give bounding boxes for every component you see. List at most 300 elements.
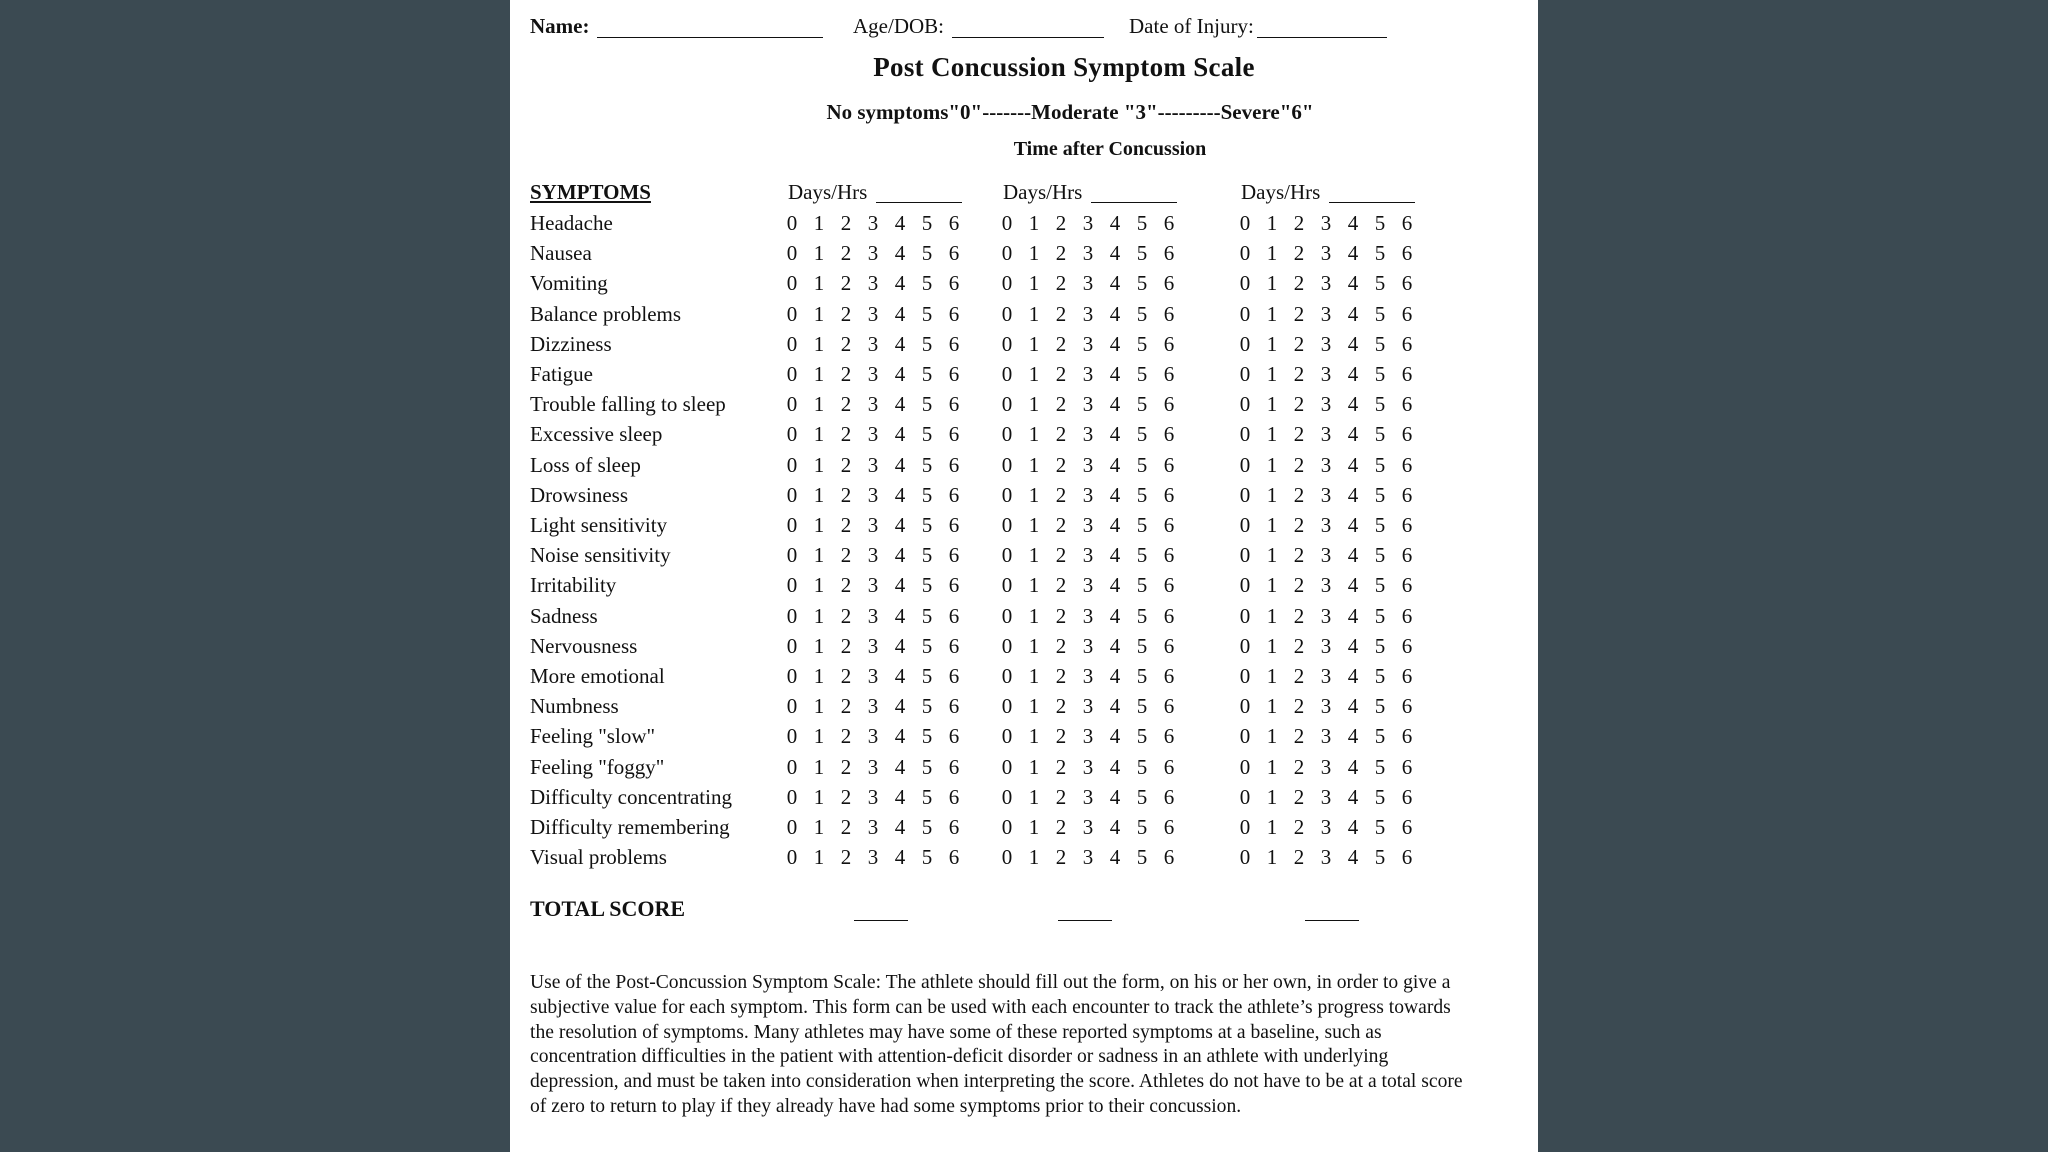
score-option[interactable]: 6 <box>1163 362 1175 386</box>
score-option[interactable]: 1 <box>1028 271 1040 295</box>
score-option[interactable]: 4 <box>1109 815 1121 839</box>
score-option[interactable]: 6 <box>1163 453 1175 477</box>
score-option[interactable]: 4 <box>1109 845 1121 869</box>
score-option[interactable]: 1 <box>1028 483 1040 507</box>
score-option[interactable]: 4 <box>894 271 906 295</box>
score-option[interactable]: 3 <box>1082 302 1094 326</box>
score-option[interactable]: 5 <box>1374 815 1386 839</box>
score-option[interactable]: 2 <box>840 332 852 356</box>
score-option[interactable]: 5 <box>921 543 933 567</box>
score-option[interactable]: 4 <box>1109 483 1121 507</box>
score-option[interactable]: 5 <box>1374 785 1386 809</box>
score-option[interactable]: 6 <box>1163 392 1175 416</box>
score-option[interactable]: 6 <box>1401 302 1413 326</box>
score-option[interactable]: 6 <box>1401 543 1413 567</box>
score-option[interactable]: 5 <box>1374 543 1386 567</box>
score-option[interactable]: 2 <box>1055 271 1067 295</box>
score-option[interactable]: 6 <box>1401 211 1413 235</box>
score-option[interactable]: 0 <box>1239 241 1251 265</box>
score-option[interactable]: 3 <box>1320 634 1332 658</box>
score-option[interactable]: 2 <box>1293 271 1305 295</box>
score-option[interactable]: 0 <box>1001 271 1013 295</box>
score-option[interactable]: 4 <box>894 815 906 839</box>
score-option[interactable]: 1 <box>1028 755 1040 779</box>
score-option[interactable]: 0 <box>1239 785 1251 809</box>
score-option[interactable]: 5 <box>1374 302 1386 326</box>
score-option[interactable]: 0 <box>786 694 798 718</box>
score-option[interactable]: 0 <box>1001 422 1013 446</box>
score-option[interactable]: 4 <box>1347 755 1359 779</box>
score-option[interactable]: 0 <box>786 453 798 477</box>
score-option[interactable]: 4 <box>1109 211 1121 235</box>
score-option[interactable]: 4 <box>1109 241 1121 265</box>
score-option[interactable]: 1 <box>813 815 825 839</box>
score-option[interactable]: 3 <box>1320 483 1332 507</box>
score-option[interactable]: 6 <box>1401 422 1413 446</box>
score-option[interactable]: 4 <box>1109 755 1121 779</box>
score-option[interactable]: 4 <box>1347 573 1359 597</box>
score-option[interactable]: 2 <box>1055 694 1067 718</box>
score-option[interactable]: 0 <box>1001 724 1013 748</box>
score-option[interactable]: 5 <box>1136 483 1148 507</box>
score-option[interactable]: 2 <box>1293 513 1305 537</box>
score-option[interactable]: 0 <box>1239 815 1251 839</box>
score-option[interactable]: 0 <box>1001 664 1013 688</box>
score-option[interactable]: 3 <box>1320 453 1332 477</box>
score-option[interactable]: 6 <box>1401 241 1413 265</box>
score-option[interactable]: 6 <box>1401 815 1413 839</box>
score-option[interactable]: 5 <box>921 362 933 386</box>
score-option[interactable]: 6 <box>1401 483 1413 507</box>
score-option[interactable]: 6 <box>948 513 960 537</box>
score-option[interactable]: 0 <box>1239 694 1251 718</box>
score-option[interactable]: 5 <box>921 845 933 869</box>
score-option[interactable]: 6 <box>1401 332 1413 356</box>
score-option[interactable]: 1 <box>813 543 825 567</box>
score-option[interactable]: 4 <box>894 302 906 326</box>
score-option[interactable]: 5 <box>1374 483 1386 507</box>
score-option[interactable]: 3 <box>1082 845 1094 869</box>
score-option[interactable]: 1 <box>1028 724 1040 748</box>
score-option[interactable]: 4 <box>1109 664 1121 688</box>
score-option[interactable]: 0 <box>1001 302 1013 326</box>
score-option[interactable]: 4 <box>894 453 906 477</box>
score-option[interactable]: 3 <box>867 845 879 869</box>
age-dob-field[interactable] <box>952 37 1104 38</box>
score-option[interactable]: 5 <box>1374 362 1386 386</box>
score-option[interactable]: 6 <box>948 634 960 658</box>
score-option[interactable]: 0 <box>1001 573 1013 597</box>
score-option[interactable]: 6 <box>1163 634 1175 658</box>
score-option[interactable]: 4 <box>1109 362 1121 386</box>
date-of-injury-field[interactable] <box>1257 37 1387 38</box>
score-option[interactable]: 3 <box>1082 332 1094 356</box>
score-option[interactable]: 5 <box>921 724 933 748</box>
score-option[interactable]: 4 <box>1109 453 1121 477</box>
score-option[interactable]: 3 <box>1320 604 1332 628</box>
days-hrs-field-2[interactable] <box>1091 202 1177 203</box>
score-option[interactable]: 1 <box>1028 815 1040 839</box>
score-option[interactable]: 4 <box>1109 604 1121 628</box>
score-option[interactable]: 0 <box>786 241 798 265</box>
score-option[interactable]: 3 <box>1082 815 1094 839</box>
score-option[interactable]: 2 <box>840 302 852 326</box>
score-option[interactable]: 1 <box>813 422 825 446</box>
score-option[interactable]: 6 <box>1163 573 1175 597</box>
score-option[interactable]: 3 <box>1082 755 1094 779</box>
score-option[interactable]: 1 <box>1028 453 1040 477</box>
score-option[interactable]: 0 <box>1239 211 1251 235</box>
score-option[interactable]: 2 <box>1055 453 1067 477</box>
score-option[interactable]: 6 <box>948 573 960 597</box>
score-option[interactable]: 5 <box>1374 573 1386 597</box>
score-option[interactable]: 5 <box>1374 271 1386 295</box>
score-option[interactable]: 5 <box>1136 815 1148 839</box>
score-option[interactable]: 4 <box>894 543 906 567</box>
score-option[interactable]: 5 <box>921 694 933 718</box>
score-option[interactable]: 0 <box>786 815 798 839</box>
score-option[interactable]: 2 <box>840 453 852 477</box>
score-option[interactable]: 2 <box>1055 845 1067 869</box>
score-option[interactable]: 2 <box>840 755 852 779</box>
score-option[interactable]: 4 <box>894 755 906 779</box>
score-option[interactable]: 2 <box>1293 392 1305 416</box>
score-option[interactable]: 3 <box>867 634 879 658</box>
score-option[interactable]: 6 <box>1401 573 1413 597</box>
score-option[interactable]: 4 <box>1347 694 1359 718</box>
score-option[interactable]: 4 <box>1347 332 1359 356</box>
score-option[interactable]: 6 <box>1401 453 1413 477</box>
score-option[interactable]: 1 <box>1266 664 1278 688</box>
score-option[interactable]: 1 <box>1028 241 1040 265</box>
score-option[interactable]: 1 <box>1028 332 1040 356</box>
score-option[interactable]: 3 <box>1320 392 1332 416</box>
score-option[interactable]: 3 <box>1320 694 1332 718</box>
score-option[interactable]: 5 <box>921 604 933 628</box>
score-option[interactable]: 6 <box>1163 694 1175 718</box>
score-option[interactable]: 2 <box>1293 241 1305 265</box>
score-option[interactable]: 1 <box>813 694 825 718</box>
score-option[interactable]: 6 <box>1163 785 1175 809</box>
score-option[interactable]: 6 <box>948 724 960 748</box>
score-option[interactable]: 3 <box>1082 271 1094 295</box>
score-option[interactable]: 6 <box>948 604 960 628</box>
score-option[interactable]: 0 <box>786 211 798 235</box>
score-option[interactable]: 2 <box>1055 302 1067 326</box>
score-option[interactable]: 2 <box>1055 724 1067 748</box>
score-option[interactable]: 6 <box>1401 664 1413 688</box>
score-option[interactable]: 3 <box>1082 543 1094 567</box>
score-option[interactable]: 2 <box>1293 332 1305 356</box>
score-option[interactable]: 3 <box>1320 755 1332 779</box>
score-option[interactable]: 0 <box>786 483 798 507</box>
score-option[interactable]: 1 <box>1266 332 1278 356</box>
score-option[interactable]: 2 <box>840 724 852 748</box>
score-option[interactable]: 4 <box>1347 362 1359 386</box>
score-option[interactable]: 6 <box>948 845 960 869</box>
score-option[interactable]: 5 <box>921 302 933 326</box>
score-option[interactable]: 3 <box>1082 694 1094 718</box>
score-option[interactable]: 3 <box>1082 453 1094 477</box>
score-option[interactable]: 1 <box>813 211 825 235</box>
score-option[interactable]: 6 <box>1163 241 1175 265</box>
score-option[interactable]: 3 <box>867 453 879 477</box>
score-option[interactable]: 0 <box>786 392 798 416</box>
score-option[interactable]: 1 <box>1266 845 1278 869</box>
score-option[interactable]: 3 <box>1082 362 1094 386</box>
score-option[interactable]: 0 <box>786 302 798 326</box>
score-option[interactable]: 3 <box>1320 815 1332 839</box>
score-option[interactable]: 1 <box>1266 634 1278 658</box>
score-option[interactable]: 6 <box>1163 211 1175 235</box>
score-option[interactable]: 3 <box>1320 332 1332 356</box>
score-option[interactable]: 2 <box>1293 483 1305 507</box>
score-option[interactable]: 5 <box>1136 634 1148 658</box>
score-option[interactable]: 6 <box>1401 785 1413 809</box>
score-option[interactable]: 2 <box>840 845 852 869</box>
score-option[interactable]: 3 <box>867 543 879 567</box>
score-option[interactable]: 6 <box>1401 724 1413 748</box>
score-option[interactable]: 2 <box>1293 604 1305 628</box>
score-option[interactable]: 3 <box>867 362 879 386</box>
score-option[interactable]: 2 <box>1055 543 1067 567</box>
score-option[interactable]: 5 <box>1136 845 1148 869</box>
score-option[interactable]: 0 <box>786 362 798 386</box>
score-option[interactable]: 6 <box>1163 422 1175 446</box>
score-option[interactable]: 2 <box>840 785 852 809</box>
score-option[interactable]: 0 <box>1239 392 1251 416</box>
score-option[interactable]: 1 <box>1266 755 1278 779</box>
score-option[interactable]: 6 <box>1163 483 1175 507</box>
score-option[interactable]: 1 <box>1028 845 1040 869</box>
score-option[interactable]: 4 <box>1347 845 1359 869</box>
score-option[interactable]: 3 <box>1320 845 1332 869</box>
score-option[interactable]: 6 <box>948 664 960 688</box>
score-option[interactable]: 2 <box>1293 573 1305 597</box>
score-option[interactable]: 2 <box>1293 845 1305 869</box>
score-option[interactable]: 1 <box>1266 513 1278 537</box>
score-option[interactable]: 3 <box>1320 664 1332 688</box>
score-option[interactable]: 5 <box>1136 332 1148 356</box>
score-option[interactable]: 0 <box>786 785 798 809</box>
score-option[interactable]: 2 <box>1055 241 1067 265</box>
score-option[interactable]: 4 <box>1109 513 1121 537</box>
score-option[interactable]: 2 <box>1055 815 1067 839</box>
score-option[interactable]: 1 <box>813 241 825 265</box>
score-option[interactable]: 4 <box>1347 241 1359 265</box>
score-option[interactable]: 0 <box>1001 241 1013 265</box>
score-option[interactable]: 0 <box>1239 302 1251 326</box>
score-option[interactable]: 6 <box>1401 845 1413 869</box>
score-option[interactable]: 5 <box>1136 271 1148 295</box>
score-option[interactable]: 5 <box>921 332 933 356</box>
score-option[interactable]: 5 <box>1136 453 1148 477</box>
score-option[interactable]: 5 <box>1136 785 1148 809</box>
score-option[interactable]: 3 <box>1082 664 1094 688</box>
score-option[interactable]: 3 <box>1082 241 1094 265</box>
score-option[interactable]: 2 <box>1055 785 1067 809</box>
score-option[interactable]: 5 <box>1374 604 1386 628</box>
score-option[interactable]: 5 <box>1136 362 1148 386</box>
score-option[interactable]: 5 <box>1374 513 1386 537</box>
score-option[interactable]: 3 <box>867 332 879 356</box>
name-field[interactable] <box>597 37 823 38</box>
score-option[interactable]: 0 <box>1001 694 1013 718</box>
score-option[interactable]: 5 <box>1136 513 1148 537</box>
score-option[interactable]: 0 <box>786 634 798 658</box>
score-option[interactable]: 0 <box>1001 211 1013 235</box>
score-option[interactable]: 4 <box>894 724 906 748</box>
score-option[interactable]: 4 <box>1347 422 1359 446</box>
score-option[interactable]: 4 <box>1109 634 1121 658</box>
score-option[interactable]: 2 <box>1055 573 1067 597</box>
score-option[interactable]: 3 <box>1320 271 1332 295</box>
score-option[interactable]: 0 <box>786 573 798 597</box>
score-option[interactable]: 5 <box>1374 724 1386 748</box>
score-option[interactable]: 5 <box>921 241 933 265</box>
score-option[interactable]: 3 <box>1320 785 1332 809</box>
score-option[interactable]: 1 <box>1266 271 1278 295</box>
score-option[interactable]: 2 <box>1055 755 1067 779</box>
score-option[interactable]: 0 <box>786 664 798 688</box>
score-option[interactable]: 4 <box>894 845 906 869</box>
score-option[interactable]: 0 <box>1001 453 1013 477</box>
score-option[interactable]: 1 <box>1028 392 1040 416</box>
score-option[interactable]: 6 <box>1163 724 1175 748</box>
score-option[interactable]: 2 <box>1055 422 1067 446</box>
score-option[interactable]: 3 <box>1082 604 1094 628</box>
score-option[interactable]: 2 <box>1293 453 1305 477</box>
score-option[interactable]: 5 <box>1374 332 1386 356</box>
score-option[interactable]: 4 <box>894 211 906 235</box>
score-option[interactable]: 2 <box>840 271 852 295</box>
score-option[interactable]: 1 <box>1266 815 1278 839</box>
score-option[interactable]: 0 <box>1001 392 1013 416</box>
score-option[interactable]: 6 <box>1163 604 1175 628</box>
score-option[interactable]: 6 <box>948 362 960 386</box>
score-option[interactable]: 4 <box>894 422 906 446</box>
score-option[interactable]: 4 <box>1347 664 1359 688</box>
score-option[interactable]: 3 <box>867 573 879 597</box>
score-option[interactable]: 2 <box>1055 604 1067 628</box>
score-option[interactable]: 6 <box>1401 634 1413 658</box>
score-option[interactable]: 4 <box>1347 453 1359 477</box>
score-option[interactable]: 6 <box>948 785 960 809</box>
score-option[interactable]: 0 <box>786 604 798 628</box>
score-option[interactable]: 3 <box>867 271 879 295</box>
score-option[interactable]: 5 <box>1136 664 1148 688</box>
score-option[interactable]: 3 <box>1320 211 1332 235</box>
score-option[interactable]: 1 <box>1266 573 1278 597</box>
score-option[interactable]: 1 <box>813 332 825 356</box>
score-option[interactable]: 0 <box>1001 815 1013 839</box>
score-option[interactable]: 1 <box>1028 302 1040 326</box>
score-option[interactable]: 2 <box>840 483 852 507</box>
score-option[interactable]: 6 <box>948 241 960 265</box>
score-option[interactable]: 2 <box>1055 513 1067 537</box>
score-option[interactable]: 2 <box>840 543 852 567</box>
score-option[interactable]: 1 <box>1028 543 1040 567</box>
score-option[interactable]: 5 <box>1374 422 1386 446</box>
score-option[interactable]: 6 <box>1401 392 1413 416</box>
score-option[interactable]: 3 <box>1320 543 1332 567</box>
score-option[interactable]: 2 <box>1293 362 1305 386</box>
score-option[interactable]: 0 <box>1001 785 1013 809</box>
score-option[interactable]: 6 <box>1163 271 1175 295</box>
total-score-field-3[interactable] <box>1305 920 1359 921</box>
score-option[interactable]: 2 <box>840 241 852 265</box>
score-option[interactable]: 0 <box>1239 755 1251 779</box>
score-option[interactable]: 3 <box>867 664 879 688</box>
score-option[interactable]: 5 <box>921 392 933 416</box>
score-option[interactable]: 5 <box>921 211 933 235</box>
score-option[interactable]: 5 <box>1136 755 1148 779</box>
score-option[interactable]: 2 <box>1293 543 1305 567</box>
score-option[interactable]: 4 <box>1347 724 1359 748</box>
score-option[interactable]: 1 <box>1266 422 1278 446</box>
score-option[interactable]: 5 <box>1136 302 1148 326</box>
score-option[interactable]: 3 <box>1082 422 1094 446</box>
score-option[interactable]: 2 <box>1293 211 1305 235</box>
score-option[interactable]: 1 <box>1028 604 1040 628</box>
score-option[interactable]: 5 <box>921 785 933 809</box>
score-option[interactable]: 3 <box>867 815 879 839</box>
score-option[interactable]: 1 <box>813 755 825 779</box>
score-option[interactable]: 6 <box>1401 694 1413 718</box>
score-option[interactable]: 4 <box>1109 694 1121 718</box>
score-option[interactable]: 0 <box>1239 513 1251 537</box>
score-option[interactable]: 1 <box>1266 785 1278 809</box>
score-option[interactable]: 3 <box>1082 392 1094 416</box>
score-option[interactable]: 4 <box>1347 392 1359 416</box>
score-option[interactable]: 1 <box>1266 211 1278 235</box>
total-score-field-2[interactable] <box>1058 920 1112 921</box>
score-option[interactable]: 3 <box>867 483 879 507</box>
score-option[interactable]: 4 <box>894 513 906 537</box>
score-option[interactable]: 4 <box>894 483 906 507</box>
score-option[interactable]: 4 <box>1347 211 1359 235</box>
score-option[interactable]: 2 <box>840 604 852 628</box>
score-option[interactable]: 5 <box>1136 543 1148 567</box>
score-option[interactable]: 6 <box>948 392 960 416</box>
score-option[interactable]: 5 <box>921 664 933 688</box>
score-option[interactable]: 6 <box>948 453 960 477</box>
score-option[interactable]: 0 <box>786 271 798 295</box>
score-option[interactable]: 1 <box>1028 694 1040 718</box>
score-option[interactable]: 6 <box>1163 302 1175 326</box>
score-option[interactable]: 0 <box>1001 543 1013 567</box>
score-option[interactable]: 1 <box>1028 664 1040 688</box>
score-option[interactable]: 6 <box>1163 755 1175 779</box>
score-option[interactable]: 2 <box>1293 422 1305 446</box>
score-option[interactable]: 4 <box>894 785 906 809</box>
score-option[interactable]: 4 <box>1109 392 1121 416</box>
score-option[interactable]: 6 <box>1163 815 1175 839</box>
score-option[interactable]: 5 <box>921 422 933 446</box>
score-option[interactable]: 2 <box>840 422 852 446</box>
score-option[interactable]: 0 <box>1001 332 1013 356</box>
score-option[interactable]: 3 <box>867 422 879 446</box>
score-option[interactable]: 3 <box>867 755 879 779</box>
score-option[interactable]: 5 <box>1374 845 1386 869</box>
score-option[interactable]: 4 <box>1347 271 1359 295</box>
score-option[interactable]: 0 <box>1239 634 1251 658</box>
score-option[interactable]: 4 <box>1109 271 1121 295</box>
score-option[interactable]: 1 <box>1266 543 1278 567</box>
score-option[interactable]: 2 <box>840 694 852 718</box>
score-option[interactable]: 4 <box>1347 604 1359 628</box>
score-option[interactable]: 2 <box>1055 392 1067 416</box>
